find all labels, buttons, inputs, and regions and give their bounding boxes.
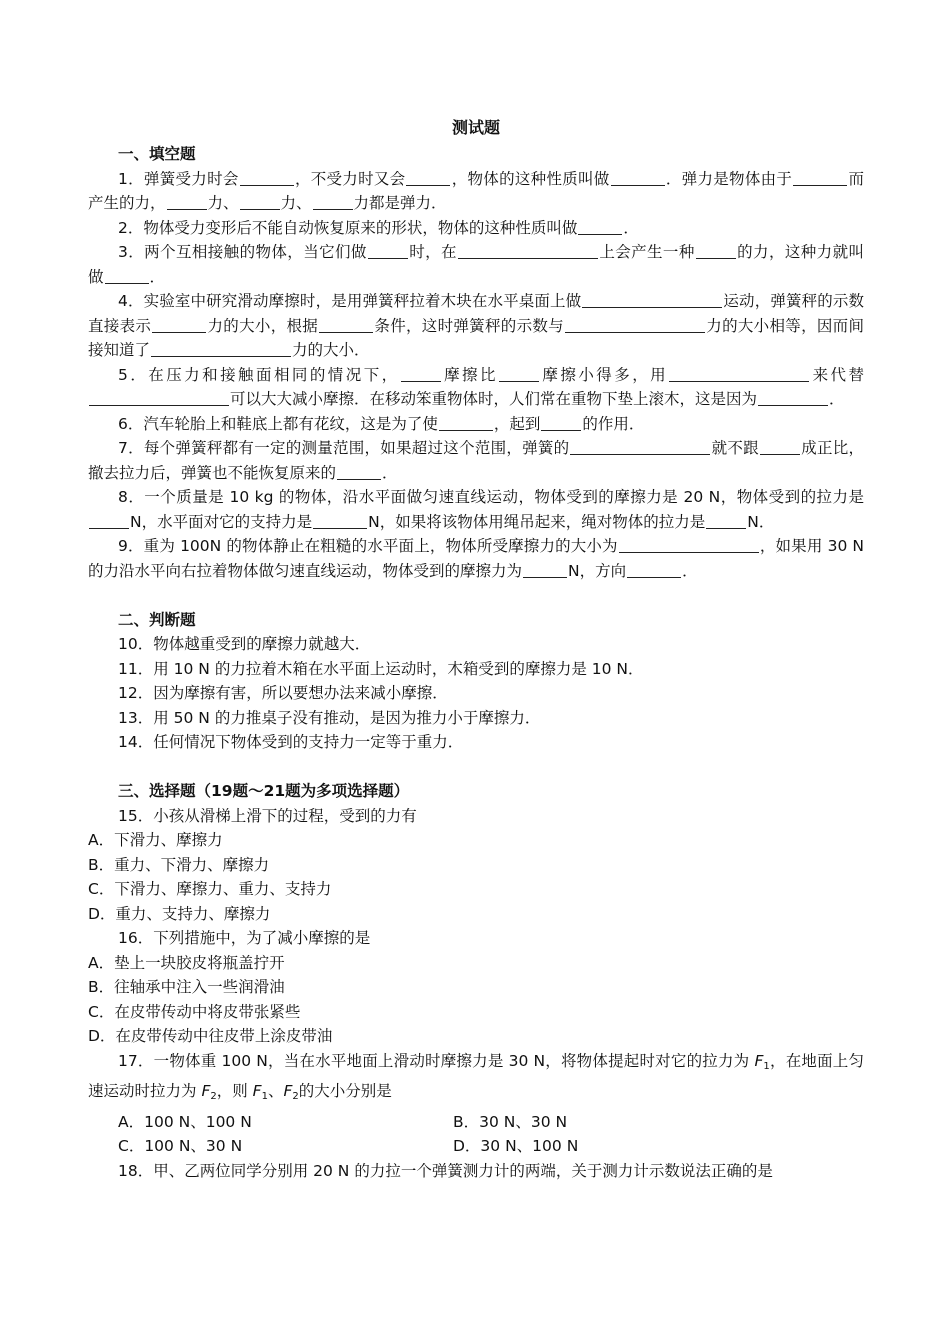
option-d[interactable]: D．30 N、100 N: [453, 1137, 579, 1155]
question-1: 1．弹簧受力时会 ，不受力时又会 ，物体的这种性质叫做 ．弹力是物体由于 而产生的力， 力、 力、 力都是弹力．: [88, 169, 864, 212]
option-b[interactable]: B．30 N、30 N: [453, 1112, 568, 1131]
answer-blank[interactable]: [523, 562, 567, 578]
answer-blank[interactable]: [758, 390, 828, 406]
answer-blank[interactable]: [89, 390, 229, 406]
answer-blank[interactable]: [240, 194, 280, 210]
answer-blank[interactable]: [313, 513, 367, 529]
answer-blank[interactable]: [582, 292, 722, 308]
answer-blank[interactable]: [499, 366, 539, 382]
answer-blank[interactable]: [105, 268, 149, 284]
answer-blank[interactable]: [152, 317, 206, 333]
answer-blank[interactable]: [313, 194, 353, 210]
option-a[interactable]: A．下滑力、摩擦力: [88, 831, 223, 849]
section-multiple-choice: 三、选择题（19题～21题为多项选择题）: [118, 782, 410, 800]
answer-blank[interactable]: [541, 415, 581, 431]
option-b[interactable]: B．往轴承中注入一些润滑油: [88, 978, 285, 996]
section-true-false: 二、判断题: [118, 610, 196, 629]
option-d[interactable]: D．在皮带传动中往皮带上涂皮带油: [88, 1027, 333, 1045]
question-15: 15．小孩从滑梯上滑下的过程，受到的力有: [118, 806, 417, 825]
question-17: 17．一物体重 100 N，当在水平地面上滑动时摩擦力是 30 N，将物体提起时对它的拉力为 $F_1$，在地面上匀速运动时拉力为 $F_2$，则 $F_1$、$F_2$的大小分别是: [88, 1051, 864, 1102]
question-13: 13．用 50 N 的力推桌子没有推动，是因为推力小于摩擦力．: [118, 708, 541, 727]
question-9: 9．重为 100N 的物体静止在粗糙的水平面上，物体所受摩擦力的大小为 ，如果用 30 N 的力沿水平向右拉着物体做匀速直线运动，物体受到的摩擦力为 N，方向 ．: [88, 537, 864, 580]
question-12: 12．因为摩擦有害，所以要想办法来减小摩擦．: [118, 684, 448, 702]
answer-blank[interactable]: [167, 194, 207, 210]
answer-blank[interactable]: [240, 170, 294, 186]
question-8: 8．一个质量是 10 kg 的物体，沿水平面做匀速直线运动，物体受到的摩擦力是 20 N，物体受到的拉力是N，水平面对它的支持力是 N，如果将该物体用绳吊起来，绳对物体的拉力是 N．: [88, 485, 864, 534]
answer-blank[interactable]: [406, 170, 450, 186]
answer-blank[interactable]: [151, 341, 291, 357]
answer-blank[interactable]: [368, 243, 408, 259]
question-10: 10．物体越重受到的摩擦力就越大．: [118, 635, 371, 653]
question-4: 4．实验室中研究滑动摩擦时，是用弹簧秤拉着木块在水平桌面上做 运动，弹簧秤的示数直接表示 力的大小，根据 条件，这时弹簧秤的示数与 力的大小相等，因而间接知道了 力的大小．: [88, 292, 864, 359]
answer-blank[interactable]: [627, 562, 681, 578]
answer-blank[interactable]: [611, 170, 665, 186]
option-c[interactable]: C．下滑力、摩擦力、重力、支持力: [88, 880, 332, 898]
answer-blank[interactable]: [565, 317, 705, 333]
option-d[interactable]: D．重力、支持力、摩擦力: [88, 904, 271, 923]
option-a[interactable]: A．垫上一块胶皮将瓶盖拧开: [88, 953, 285, 972]
option-a[interactable]: A．100 N、100 N: [118, 1112, 252, 1131]
question-18: 18．甲、乙两位同学分别用 20 N 的力拉一个弹簧测力计的两端，关于测力计示数说法正确的是: [118, 1161, 773, 1180]
answer-blank[interactable]: [439, 415, 493, 431]
question-2: 2．物体受力变形后不能自动恢复原来的形状，物体的这种性质叫做 ．: [118, 218, 639, 237]
question-7: 7．每个弹簧秤都有一定的测量范围，如果超过这个范围，弹簧的 就不跟 成正比，撤去拉力后，弹簧也不能恢复原来的 ．: [88, 439, 864, 482]
question-16: 16．下列措施中，为了减小摩擦的是: [118, 929, 371, 947]
answer-blank[interactable]: [337, 464, 381, 480]
answer-blank[interactable]: [458, 243, 598, 259]
answer-blank[interactable]: [319, 317, 373, 333]
answer-blank[interactable]: [401, 366, 441, 382]
option-c[interactable]: C．100 N、30 N: [118, 1137, 243, 1155]
answer-blank[interactable]: [760, 439, 800, 455]
answer-blank[interactable]: [578, 219, 622, 235]
answer-blank[interactable]: [619, 537, 759, 553]
answer-blank[interactable]: [793, 170, 847, 186]
options-row: [88, 1110, 864, 1135]
answer-blank[interactable]: [570, 439, 710, 455]
answer-blank[interactable]: [706, 513, 746, 529]
section-fill-in: 一、填空题: [118, 145, 196, 163]
question-14: 14．任何情况下物体受到的支持力一定等于重力．: [118, 733, 464, 751]
question-3: 3．两个互相接触的物体，当它们做 时，在 上会产生一种 的力，这种力就叫做 ．: [88, 243, 864, 286]
page-title: 测试题: [451, 118, 500, 137]
question-6: 6．汽车轮胎上和鞋底上都有花纹，这是为了使 ，起到 的作用．: [118, 414, 645, 433]
options-row: [88, 1134, 864, 1159]
answer-blank[interactable]: [669, 366, 809, 382]
answer-blank[interactable]: [696, 243, 736, 259]
question-11: 11．用 10 N 的力拉着木箱在水平面上运动时，木箱受到的摩擦力是 10 N．: [118, 659, 644, 678]
option-c[interactable]: C．在皮带传动中将皮带张紧些: [88, 1002, 301, 1021]
answer-blank[interactable]: [89, 513, 129, 529]
option-b[interactable]: B．重力、下滑力、摩擦力: [88, 855, 270, 874]
worksheet: [88, 114, 864, 1183]
question-5: 5．在压力和接触面相同的情况下， 摩擦比 摩擦小得多，用 来代替可以大大减小摩擦．在移动笨重物体时，人们常在重物下垫上滚木，这是因为 ．: [88, 363, 864, 412]
